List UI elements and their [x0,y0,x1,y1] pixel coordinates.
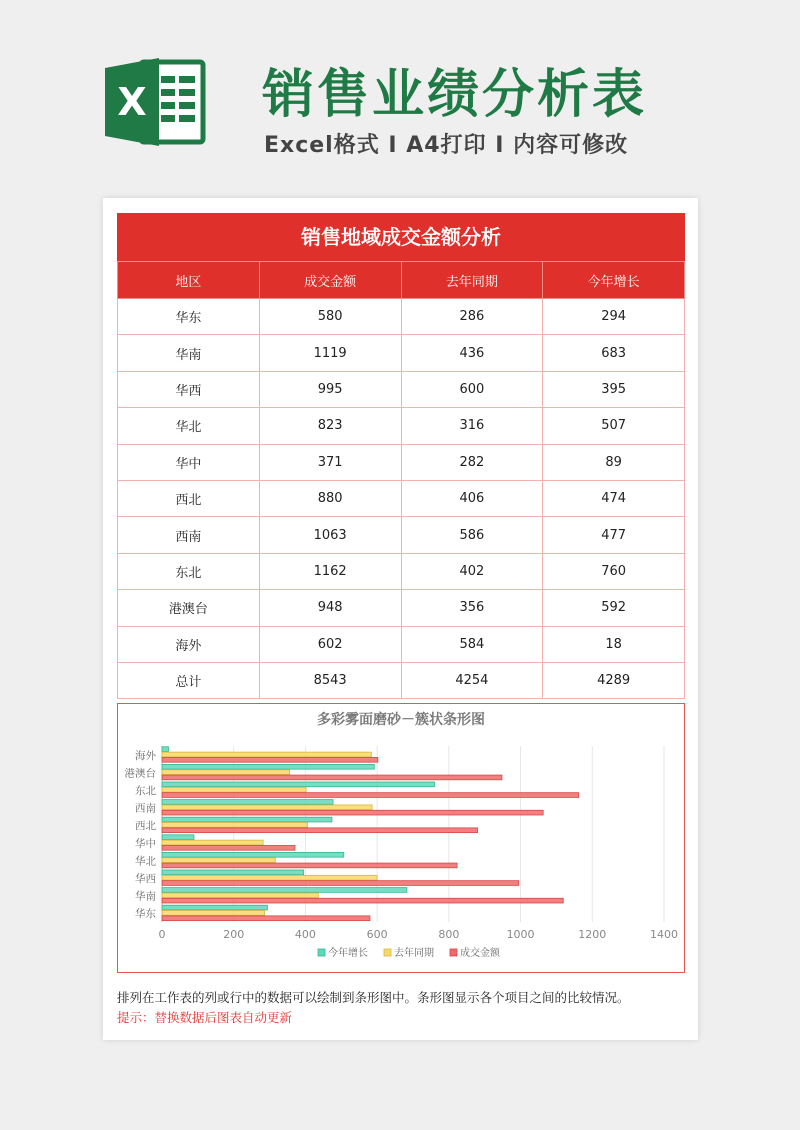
bar-chart-panel [117,703,685,973]
bar-今年增长 [162,817,332,822]
y-category-label: 西北 [135,820,156,833]
table-cell: 823 [259,408,401,444]
table-cell: 华东 [118,299,260,335]
table-header-cell: 成交金额 [259,262,401,299]
table-cell: 西南 [118,517,260,553]
table-header-cell: 去年同期 [401,262,543,299]
y-category-label: 海外 [135,749,156,762]
table-cell: 316 [401,408,543,444]
table-cell: 286 [401,299,543,335]
table-cell: 356 [401,590,543,626]
bar-去年同期 [162,770,290,775]
bar-成交金额 [162,845,295,850]
table-cell: 436 [401,335,543,371]
bar-去年同期 [162,875,377,880]
legend-label: 今年增长 [328,948,368,959]
y-category-label: 港澳台 [124,767,156,780]
legend-label: 成交金额 [460,948,500,959]
table-row [118,480,685,516]
bar-今年增长 [162,782,435,787]
x-tick-label: 800 [438,928,460,941]
bar-成交金额 [162,775,502,780]
x-tick-label: 0 [158,928,166,941]
table-row [118,299,685,335]
footer-tip: 提示：替换数据后图表自动更新 [117,1010,293,1025]
legend-swatch [384,949,391,956]
sales-table [117,261,685,699]
page-subtitle: Excel格式 I A4打印 I 内容可修改 [264,133,629,158]
bar-去年同期 [162,840,263,845]
table-cell: 294 [543,299,685,335]
table-row [118,590,685,626]
x-tick-label: 600 [366,928,388,941]
table-row [118,553,685,589]
table-cell: 4289 [543,662,685,698]
logo-letter: X [117,80,147,124]
table-row [118,444,685,480]
table-cell: 1063 [259,517,401,553]
legend-swatch [450,949,457,956]
legend-label: 去年同期 [394,948,434,959]
table-cell: 18 [543,626,685,662]
bar-成交金额 [162,898,563,903]
table-cell: 华南 [118,335,260,371]
bar-成交金额 [162,793,579,798]
table-cell: 406 [401,480,543,516]
x-tick-label: 1200 [578,928,607,941]
table-header-row [118,262,685,299]
bar-去年同期 [162,893,318,898]
table-cell: 华北 [118,408,260,444]
table-cell: 89 [543,444,685,480]
table-total-row [118,662,685,698]
bar-今年增长 [162,800,333,805]
table-cell: 586 [401,517,543,553]
clustered-bar-chart [118,704,684,972]
bar-成交金额 [162,810,543,815]
table-cell: 474 [543,480,685,516]
table-row [118,335,685,371]
table-row [118,408,685,444]
legend-swatch [318,949,325,956]
table-cell: 477 [543,517,685,553]
table-cell: 580 [259,299,401,335]
x-tick-label: 1000 [506,928,535,941]
table-cell: 港澳台 [118,590,260,626]
table-cell: 华西 [118,371,260,407]
bar-去年同期 [162,858,275,863]
table-cell: 760 [543,553,685,589]
bar-成交金额 [162,757,378,762]
table-cell: 507 [543,408,685,444]
bar-去年同期 [162,823,308,828]
table-title: 销售地域成交金额分析 [117,213,685,261]
table-row [118,626,685,662]
table-cell: 402 [401,553,543,589]
table-cell: 1162 [259,553,401,589]
table-header-cell: 地区 [118,262,260,299]
table-cell: 995 [259,371,401,407]
table-row [118,371,685,407]
y-category-label: 华东 [135,908,156,921]
bar-成交金额 [162,828,478,833]
bar-今年增长 [162,852,344,857]
bar-去年同期 [162,805,372,810]
bar-今年增长 [162,747,168,752]
bar-成交金额 [162,881,519,886]
sales-table-section [117,213,685,699]
bar-去年同期 [162,752,371,757]
page-title: 销售业绩分析表 [262,65,648,125]
table-cell: 东北 [118,553,260,589]
table-cell: 371 [259,444,401,480]
table-cell: 395 [543,371,685,407]
footer-note: 排列在工作表的列或行中的数据可以绘制到条形图中。条形图显示各个项目之间的比较情况。 [117,990,630,1005]
x-tick-label: 400 [294,928,316,941]
table-cell: 948 [259,590,401,626]
table-row [118,517,685,553]
bar-今年增长 [162,870,304,875]
x-tick-label: 1400 [650,928,678,941]
y-category-label: 华中 [135,837,156,850]
bar-成交金额 [162,916,370,921]
bar-成交金额 [162,863,457,868]
bar-今年增长 [162,764,374,769]
header [0,0,800,195]
table-cell: 584 [401,626,543,662]
table-cell: 600 [401,371,543,407]
excel-logo-icon [103,52,208,152]
table-cell: 1119 [259,335,401,371]
table-header-cell: 今年增长 [543,262,685,299]
bar-去年同期 [162,787,306,792]
x-tick-label: 200 [223,928,245,941]
bar-今年增长 [162,835,194,840]
y-category-label: 华西 [135,873,156,885]
table-cell: 880 [259,480,401,516]
y-category-label: 华北 [135,855,156,868]
chart-title: 多彩雾面磨砂－簇状条形图 [317,712,485,728]
table-cell: 602 [259,626,401,662]
table-cell: 西北 [118,480,260,516]
sheet-page [103,198,698,1040]
table-cell: 8543 [259,662,401,698]
y-category-label: 西南 [135,802,156,815]
table-cell: 592 [543,590,685,626]
table-cell: 总计 [118,662,260,698]
y-category-label: 东北 [135,785,156,797]
table-cell: 683 [543,335,685,371]
table-cell: 海外 [118,626,260,662]
table-cell: 4254 [401,662,543,698]
table-cell: 华中 [118,444,260,480]
bar-今年增长 [162,905,267,910]
table-cell: 282 [401,444,543,480]
y-category-label: 华南 [135,890,156,903]
bar-去年同期 [162,911,265,916]
bar-今年增长 [162,888,407,893]
